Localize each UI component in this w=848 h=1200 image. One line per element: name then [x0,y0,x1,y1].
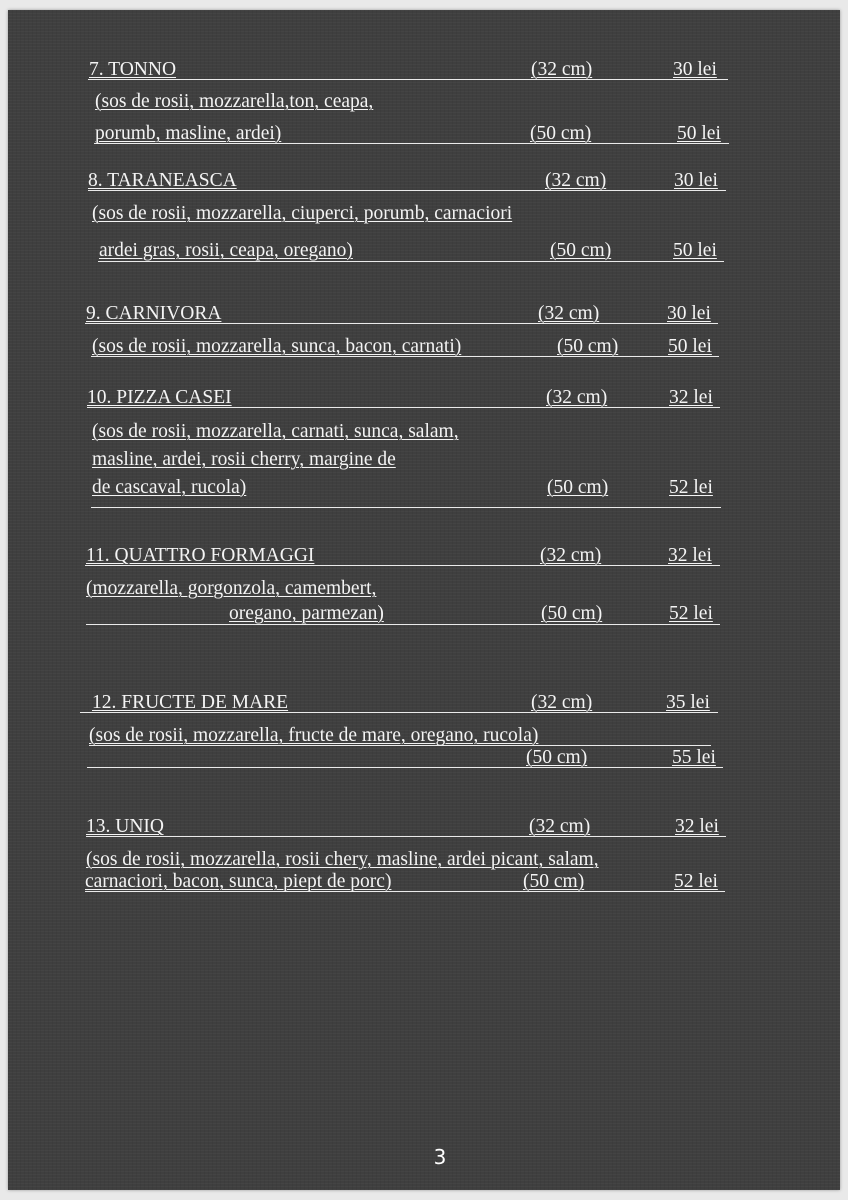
small-size: (32 cm) [546,387,608,408]
underline-rule [91,507,721,508]
item-name: 13. UNIQ [86,816,164,837]
small-size: (32 cm) [529,816,591,837]
large-size: (50 cm) [526,747,588,768]
small-size: (32 cm) [540,545,602,566]
large-size: (50 cm) [541,603,603,624]
large-price: 55 lei [672,747,716,768]
ingredients-line: de cascaval, rucola) [92,477,247,498]
item-name: 12. FRUCTE DE MARE [92,692,289,713]
small-price: 35 lei [666,692,710,713]
ingredients-line: masline, ardei, rosii cherry, margine de [92,449,396,470]
item-name: 9. CARNIVORA [86,303,222,324]
ingredients-line: (sos de rosii, mozzarella, carnati, sunca, salam, [92,421,459,442]
large-size: (50 cm) [550,240,612,261]
large-size: (50 cm) [557,336,619,357]
small-size: (32 cm) [531,692,593,713]
small-size: (32 cm) [538,303,600,324]
ingredients-line: porumb, masline, ardei) [95,123,282,144]
small-price: 30 lei [667,303,711,324]
item-name: 11. QUATTRO FORMAGGI [86,545,315,566]
underline-rule [87,767,723,768]
large-price: 50 lei [673,240,717,261]
small-size: (32 cm) [531,59,593,80]
ingredients-line: oregano, parmezan) [229,603,384,624]
underline-rule [86,624,720,625]
ingredients-line: (sos de rosii, mozzarella, rosii chery, masline, ardei picant, salam, [86,849,599,870]
ingredients-line: (mozzarella, gorgonzola, camembert, [86,578,377,599]
ingredients-line: ardei gras, rosii, ceapa, oregano) [99,240,353,261]
large-price: 52 lei [669,477,713,498]
small-price: 32 lei [675,816,719,837]
ingredients-line: (sos de rosii, mozzarella,ton, ceapa, [95,91,374,112]
ingredients-line: (sos de rosii, mozzarella, ciuperci, porumb, carnaciori [92,203,513,224]
large-price: 50 lei [668,336,712,357]
underline-rule [86,836,726,837]
small-price: 32 lei [668,545,712,566]
menu-page [8,10,840,1190]
ingredients-line: carnaciori, bacon, sunca, piept de porc) [85,871,392,892]
ingredients-line: (sos de rosii, mozzarella, sunca, bacon, carnati) [92,336,462,357]
small-size: (32 cm) [545,170,607,191]
page-number: 3 [433,1145,447,1169]
large-price: 50 lei [677,123,721,144]
item-name: 10. PIZZA CASEI [87,387,232,408]
ingredients-line: (sos de rosii, mozzarella, fructe de mare, oregano, rucola) [89,725,539,746]
item-name: 7. TONNO [89,59,177,80]
small-price: 30 lei [673,59,717,80]
small-price: 32 lei [669,387,713,408]
underline-rule [88,79,728,80]
large-size: (50 cm) [530,123,592,144]
large-size: (50 cm) [547,477,609,498]
item-name: 8. TARANEASCA [88,170,237,191]
large-size: (50 cm) [523,871,585,892]
small-price: 30 lei [674,170,718,191]
large-price: 52 lei [669,603,713,624]
large-price: 52 lei [674,871,718,892]
